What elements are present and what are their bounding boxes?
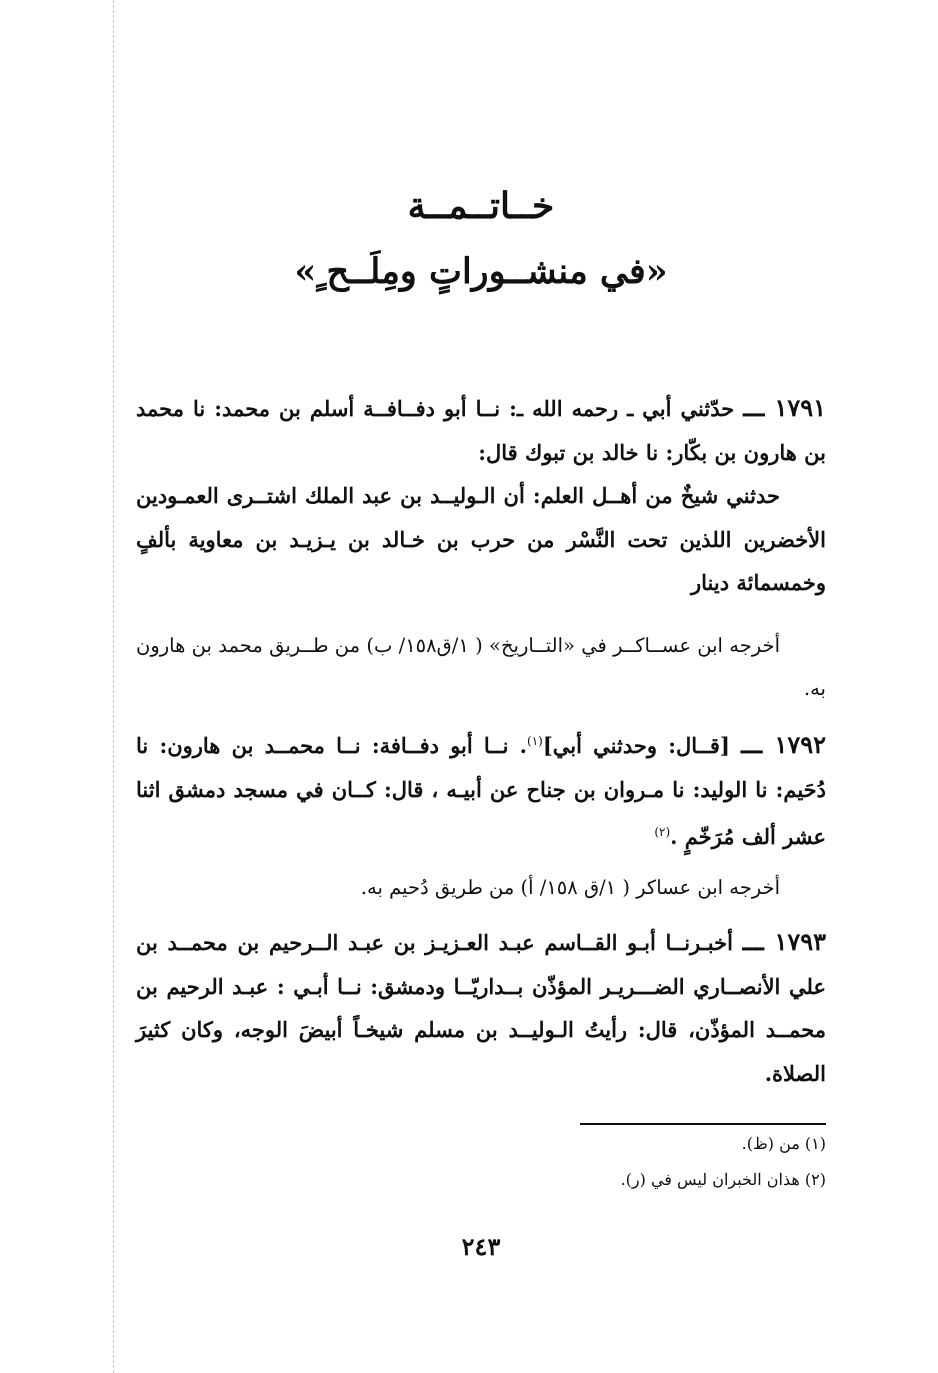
hadith-1791-continuation: [136, 474, 826, 605]
hadith-text: حدّثني أبي ـ رحمه الله ـ: نــا أبو دفــافــة أسلم بن محمد: نا محمد بن هارون بن بكّار: نا خالد بن تبوك قال:: [136, 396, 826, 465]
page-number: ٢٤٣: [461, 1232, 501, 1261]
hadith-1793: [136, 920, 826, 1095]
chapter-title: خــاتــمــة: [407, 185, 555, 227]
hadith-text: . نــا أبو دفــافة: نــا محمــد بن هارون: نا دُحَيم: نا الوليد: نا مـروان بن جناح عن أبيـه ، قال: كــان في مسجد دمشق اثنا عشر ألف مُرَخّمٍ .: [136, 733, 826, 849]
hadith-number: ١٧٩٢ ـــ: [741, 730, 827, 759]
takhrij-text: أخرجه ابن عســاكــر في «التــاريخ» ( ١/ق١٥٨/ ب) من طــريق محمد بن هارون به.: [136, 634, 826, 700]
hadith-number: ١٧٩١ ـــ: [743, 393, 826, 422]
chapter-subtitle: «في منشــوراتٍ ومِلَــح ٍ»: [294, 251, 668, 292]
page-edge-line: [113, 0, 114, 1373]
footnote-separator: [580, 1123, 826, 1125]
hadith-1791: [136, 386, 826, 474]
footnote-ref: (١): [527, 734, 543, 748]
page-content: [136, 0, 826, 1373]
footnote-ref: (٢): [654, 825, 671, 839]
hadith-text: أخبـرنــا أبـو القــاسم عبـد العـزيـز بن عبـد الــرحيم بن محمــد بن علي الأنصــاري الضـــريـر المؤذّن بــداريّــا ودمشق: نــا أبـي : عبـد الرحيم بن محمــد المؤذّن، قال: رأيتُ الـوليــد بن مسلم شيخـاً أبيضَ الوجه، وكان كثيرَ الصلاة.: [136, 930, 826, 1086]
hadith-text: [قــال: وحدثني أبي]: [542, 733, 730, 758]
hadith-1792: [136, 720, 826, 859]
takhrij-1791: [136, 624, 826, 710]
footnote-1: (١) من (ظ).: [741, 1134, 826, 1153]
takhrij-text: أخرجه ابن عساكر ( ١/ق ١٥٨/ أ) من طريق دُحيم به.: [360, 876, 780, 899]
footnote-2: (٢) هذان الخبران ليس في (ر).: [620, 1170, 826, 1189]
hadith-text: حدثني شيخٌ من أهــل العلم: أن الـوليــد بن عبد الملك اشتــرى العمـودين الأخضرين اللذين تحت النَّسْر من حرب بن خـالد بن يـزيـد بن معاوية بألفٍ وخمسمائة دينار: [136, 483, 826, 595]
hadith-number: ١٧٩٣ ـــ: [742, 927, 826, 956]
takhrij-1792: [136, 866, 826, 909]
